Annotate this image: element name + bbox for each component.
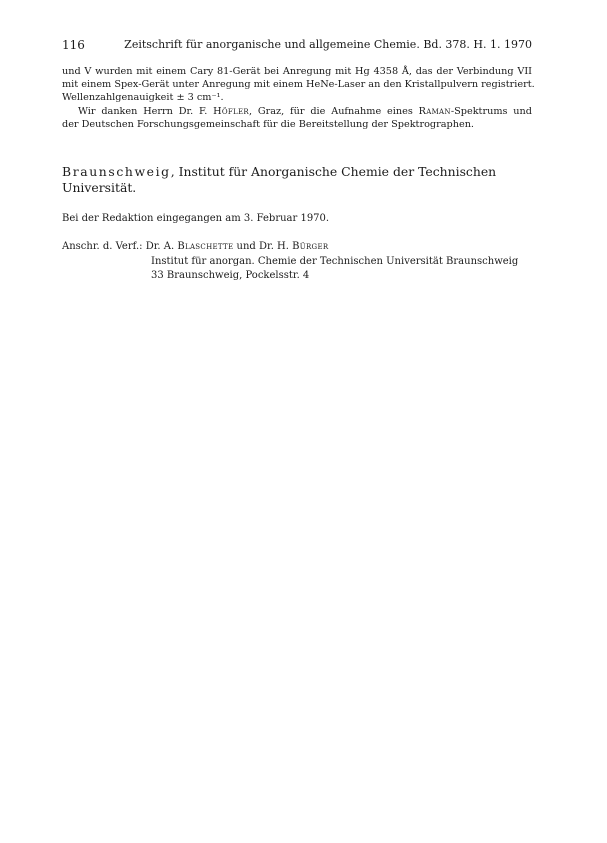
author1-prefix: Dr. A. (145, 241, 178, 252)
body-text (62, 65, 535, 131)
methods-paragraph (62, 65, 535, 105)
institute-line-2: Universität. (62, 180, 137, 195)
author-joiner: und Dr. H. (233, 241, 293, 252)
methods-line-2: mit einem Spex-Gerät unter Anregung mit einem HeNe-Laser an den Kristallpulvern registriert. (62, 79, 535, 91)
author2-name: Bürger (292, 241, 329, 252)
address-label: Anschr. d. Verf.: (62, 241, 146, 252)
address-line-3: 33 Braunschweig, Pockelsstr. 4 (151, 270, 310, 281)
address-line-2: Institut für anorgan. Chemie der Technischen Universität Braunschweig (151, 255, 519, 267)
ack-line-1 (62, 105, 532, 118)
institute-affiliation (62, 164, 532, 196)
acknowledgement-paragraph (62, 105, 532, 131)
journal-citation: Zeitschrift für anorganische und allgemeine Chemie. Bd. 378. H. 1. 1970 (124, 38, 532, 51)
received-date: Bei der Redaktion eingegangen am 3. Februar 1970. (62, 213, 330, 224)
ack-person-name: Höfler (213, 105, 249, 117)
methods-line-3: Wellenzahlgenauigkeit ± 3 cm⁻¹. (62, 92, 224, 104)
author1-name: Blaschette (177, 241, 234, 252)
institute-name: , Institut für Anorganische Chemie der Technischen (170, 164, 497, 179)
ack-text-post: -Spektrums und (450, 105, 532, 117)
page-number: 116 (62, 38, 85, 52)
author-address (62, 240, 518, 284)
ack-text-mid: , Graz, für die Aufnahme eines (248, 105, 419, 117)
address-line-1 (62, 240, 518, 255)
ack-text-pre: Wir danken Herrn Dr. F. (78, 105, 214, 117)
institute-line-1 (62, 164, 532, 180)
institute-city: Braunschweig (62, 164, 171, 179)
ack-line-2: der Deutschen Forschungsgemeinschaft für die Bereitstellung der Spektrographen. (62, 118, 475, 130)
ack-raman: Raman (418, 105, 451, 117)
methods-line-1: und V wurden mit einem Cary 81-Gerät bei Anregung mit Hg 4358 Å, das der Verbindung VII (62, 66, 532, 77)
